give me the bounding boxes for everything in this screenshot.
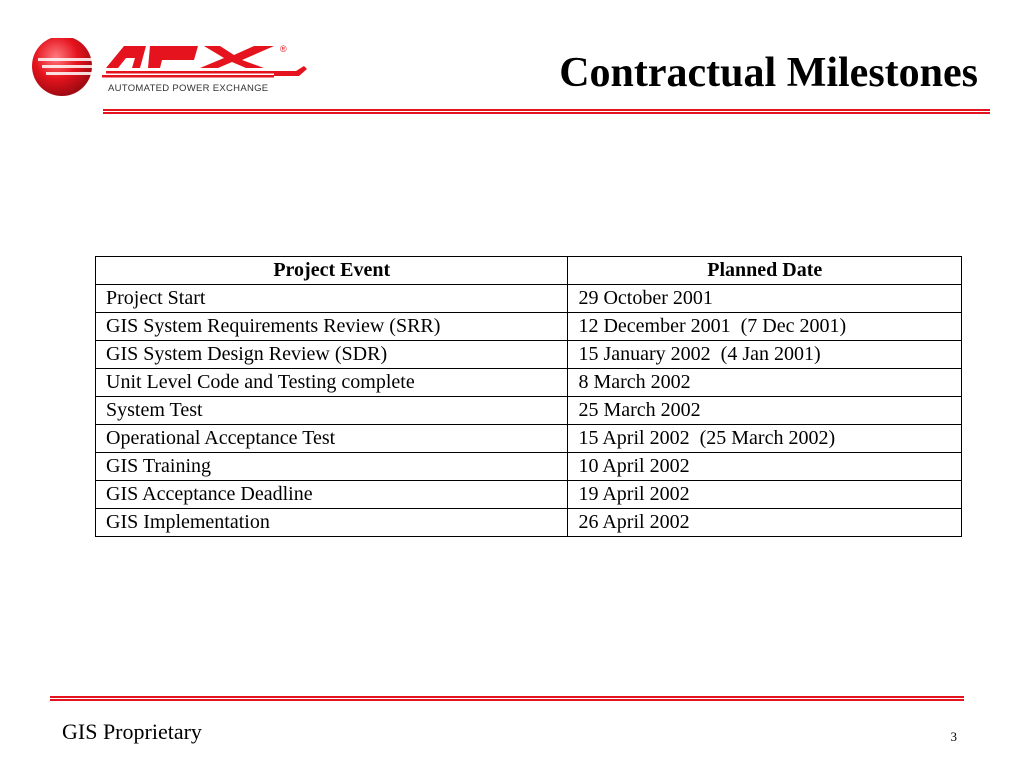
date-cell: 15 April 2002 (25 March 2002) — [568, 425, 962, 453]
table-row — [96, 397, 962, 425]
date-cell: 8 March 2002 — [568, 369, 962, 397]
event-cell: System Test — [96, 397, 568, 425]
column-header-project-event: Project Event — [96, 257, 568, 285]
event-cell: GIS Acceptance Deadline — [96, 481, 568, 509]
page-number: 3 — [950, 729, 957, 744]
apx-logo — [28, 38, 318, 100]
event-cell: GIS System Requirements Review (SRR) — [96, 313, 568, 341]
footer-rule — [50, 696, 964, 702]
title-underline-rule — [103, 109, 990, 115]
milestones-table — [95, 256, 962, 537]
table-row — [96, 285, 962, 313]
table-row — [96, 509, 962, 537]
slide-title: Contractual Milestones — [559, 50, 978, 96]
table-header-row — [96, 257, 962, 285]
table-row — [96, 341, 962, 369]
table-row — [96, 313, 962, 341]
footer-proprietary-label: GIS Proprietary — [62, 719, 202, 744]
date-cell: 10 April 2002 — [568, 453, 962, 481]
column-header-planned-date: Planned Date — [568, 257, 962, 285]
trademark-symbol: ® — [280, 44, 287, 54]
date-cell: 12 December 2001 (7 Dec 2001) — [568, 313, 962, 341]
apx-logo-graphic — [28, 38, 318, 100]
event-cell: GIS Implementation — [96, 509, 568, 537]
table-row — [96, 425, 962, 453]
table-row — [96, 453, 962, 481]
date-cell: 19 April 2002 — [568, 481, 962, 509]
event-cell: GIS System Design Review (SDR) — [96, 341, 568, 369]
event-cell: Unit Level Code and Testing complete — [96, 369, 568, 397]
logo-tagline: AUTOMATED POWER EXCHANGE — [108, 83, 269, 94]
date-cell: 15 January 2002 (4 Jan 2001) — [568, 341, 962, 369]
date-cell: 29 October 2001 — [568, 285, 962, 313]
date-cell: 26 April 2002 — [568, 509, 962, 537]
date-cell: 25 March 2002 — [568, 397, 962, 425]
event-cell: Project Start — [96, 285, 568, 313]
table-row — [96, 481, 962, 509]
event-cell: Operational Acceptance Test — [96, 425, 568, 453]
event-cell: GIS Training — [96, 453, 568, 481]
table-row — [96, 369, 962, 397]
